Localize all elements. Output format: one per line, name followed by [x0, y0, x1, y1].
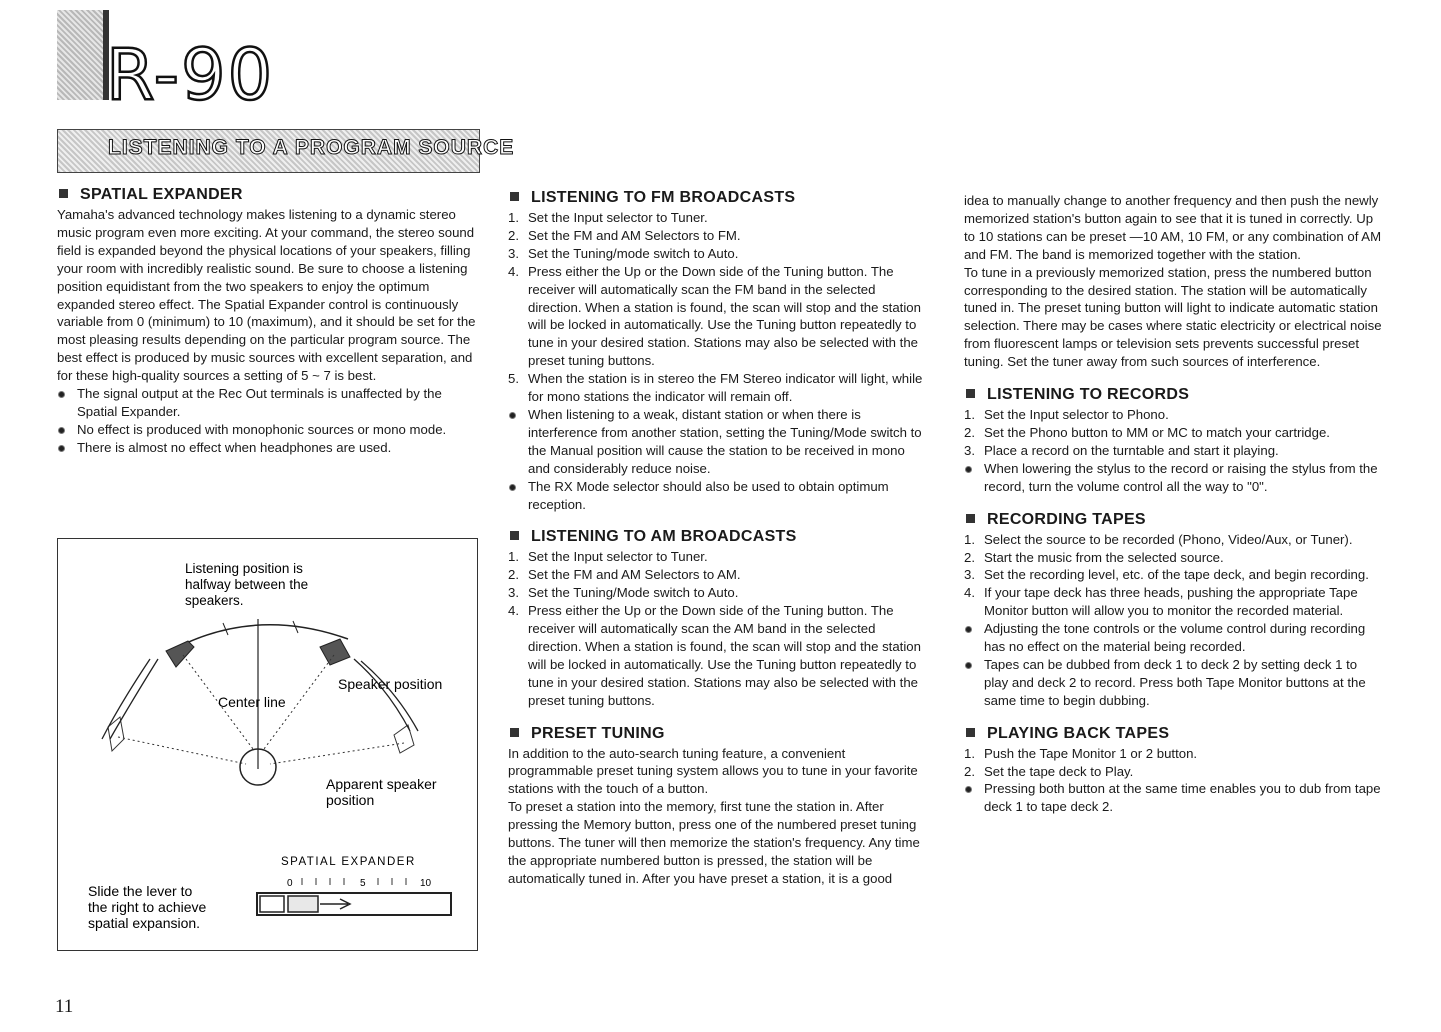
- list-item: The signal output at the Rec Out terminals is unaffected by the Spatial Expander.: [57, 385, 482, 421]
- column-middle: [508, 188, 926, 888]
- list-item: 2. Start the music from the selected source.: [964, 549, 1224, 565]
- banner-title: LISTENING TO A PROGRAM SOURCE: [108, 136, 515, 159]
- preset-para-4: To tune in a previously memorized station, press the numbered button corresponding to the desired station. The station will be automatically tuned in. The preset tuning button will light to indicate automatic station selection. There may be cases where static electricity or electrical noise from fluorescent lamps or television sets prevents successful preset tuning. Set the tuner away from such sources of interference.: [964, 264, 1382, 370]
- slide-note-line3: spatial expansion.: [88, 915, 201, 931]
- list-item: 1. Push the Tape Monitor 1 or 2 button.: [964, 745, 1198, 761]
- list-item: Tapes can be dubbed from deck 1 to deck 2 by setting deck 1 to play and deck 2 to record. Press both Tape Monitor buttons at the same time to begin dubbing.: [964, 656, 1384, 710]
- logo-stripe: [57, 10, 109, 100]
- list-item: 2. Set the FM and AM Selectors to AM.: [508, 567, 741, 583]
- page-number: 11: [55, 996, 74, 1017]
- speaker-left-icon: [166, 641, 194, 667]
- heading-records: LISTENING TO RECORDS: [964, 385, 1384, 405]
- list-item: 2. Set the tape deck to Play.: [964, 763, 1134, 779]
- list-item: 4. Press either the Up or the Down side of the Tuning button. The receiver will automatically scan the FM band in the selected direction. When a station is found, the scan will stop and the station will be locked in automatically. Use the Tuning button repeatedly to tune in your desired station. Stations may also be selected with the preset tuning buttons.: [508, 263, 921, 369]
- spatial-body: Yamaha's advanced technology makes listening to a dynamic stereo music program even more exciting. At your command, the stereo sound field is expanded beyond the physical locations of your speakers, filling your room with incredibly realistic sound. Be sure to choose a listening position equidistant from the two speakers to enjoy the optimum expanded stereo effect. The Spatial Expander control is continuously variable from 0 (minimum) to 10 (maximum), and it should be set for the most pleasing results depending on the particular program source. The best effect is produced by music sources with excellent separation, and for these high-quality sources a setting of 5 ~ 7 is best.: [57, 207, 476, 384]
- preset-para-1: In addition to the auto-search tuning feature, a convenient programmable preset tuning system allows you to tune in your favorite stations with the touch of a button.: [508, 745, 918, 797]
- listening-note-line3: speakers.: [185, 593, 244, 608]
- center-line-label: Center line: [218, 694, 286, 710]
- list-item: 2. Set the FM and AM Selectors to FM.: [508, 227, 741, 243]
- column-left: [57, 185, 482, 457]
- scale-10: 10: [420, 878, 432, 889]
- slide-note-line2: the right to achieve: [88, 899, 207, 915]
- heading-preset: PRESET TUNING: [508, 724, 926, 744]
- list-item: 2. Set the Phono button to MM or MC to match your cartridge.: [964, 424, 1330, 440]
- list-item: 4. If your tape deck has three heads, pushing the appropriate Tape Monitor button will allow you to monitor the recorded material.: [964, 585, 1358, 619]
- list-item: 1. Set the Input selector to Tuner.: [508, 210, 708, 225]
- apparent-label-line1: Apparent speaker: [326, 776, 437, 792]
- list-item: 3. Set the Tuning/Mode switch to Auto.: [508, 585, 739, 601]
- list-item: 1. Select the source to be recorded (Phono, Video/Aux, or Tuner).: [964, 531, 1353, 547]
- heading-am: LISTENING TO AM BROADCASTS: [508, 527, 926, 547]
- preset-para-2: To preset a station into the memory, first tune the station in. After pressing the Memory button, press one of the numbered preset tuning buttons. The tuner will then memorize the station's frequency. Any time the appropriate numbered button is pressed, the station will be automatically tuned in. After you have preset a station, it is a good: [508, 799, 920, 886]
- list-item: 1. Set the Input selector to Phono.: [964, 407, 1169, 423]
- list-item: There is almost no effect when headphones are used.: [57, 439, 482, 457]
- section-banner: [57, 129, 515, 173]
- speaker-position-label: Speaker position: [338, 676, 443, 692]
- apparent-speaker-right-icon: [394, 725, 414, 753]
- listening-note-line1: Listening position is: [185, 561, 303, 576]
- list-item: No effect is produced with monophonic sources or mono mode.: [57, 421, 482, 439]
- heading-spatial: SPATIAL EXPANDER: [57, 185, 482, 205]
- preset-para-3: idea to manually change to another frequency and then push the newly memorized station's button again to see that it is tuned in correctly. Up to 10 stations can be preset —10 AM, 10 FM, or any combination of AM and FM. The band is memorized together with the station.: [964, 193, 1382, 262]
- list-item: 1. Set the Input selector to Tuner.: [508, 549, 708, 565]
- listening-note-line2: halfway between the: [185, 577, 309, 592]
- spatial-expander-diagram: [57, 538, 478, 951]
- slide-note-line1: Slide the lever to: [88, 883, 193, 899]
- arrow-right-icon: [320, 899, 350, 909]
- expander-slider-track: [257, 893, 451, 915]
- list-item: 3. Set the recording level, etc. of the tape deck, and begin recording.: [964, 567, 1369, 583]
- heading-fm: LISTENING TO FM BROADCASTS: [508, 188, 926, 208]
- apparent-label-line2: position: [326, 792, 375, 808]
- scale-5: 5: [360, 878, 366, 889]
- list-item: The RX Mode selector should also be used to obtain optimum reception.: [508, 478, 926, 514]
- expander-slider-knob: [288, 896, 318, 912]
- scale-0: 0: [287, 878, 293, 889]
- list-item: 3. Set the Tuning/mode switch to Auto.: [508, 245, 739, 261]
- list-item: 3. Place a record on the turntable and start it playing.: [964, 442, 1279, 458]
- list-item: Pressing both button at the same time enables you to dub from tape deck 1 to tape deck 2.: [964, 780, 1384, 816]
- speaker-right-icon: [320, 639, 350, 665]
- model-title: R-90: [106, 34, 275, 116]
- list-item: When listening to a weak, distant station or when there is interference from another station, setting the Tuning/Mode switch to the Manual position will cause the station to be received in mono and considerably reduce noise.: [508, 406, 926, 478]
- heading-playback: PLAYING BACK TAPES: [964, 724, 1384, 744]
- list-item: 5. When the station is in stereo the FM Stereo indicator will light, while for mono stations the indicator will remain off.: [508, 371, 923, 405]
- list-item: When lowering the stylus to the record or raising the stylus from the record, turn the volume control all the way to "0".: [964, 460, 1384, 496]
- heading-recording: RECORDING TAPES: [964, 510, 1384, 530]
- list-item: Adjusting the tone controls or the volume control during recording has no effect on the material being recorded.: [964, 620, 1384, 656]
- column-right: [964, 192, 1384, 816]
- list-item: 4. Press either the Up or the Down side of the Tuning button. The receiver will automatically scan the AM band in the selected direction. When a station is found, the scan will stop and the station will be locked in automatically. Use the Tuning button repeatedly to tune in your desired station. Stations may also be selected with the preset tuning buttons.: [508, 603, 921, 708]
- control-label: SPATIAL EXPANDER: [281, 856, 416, 868]
